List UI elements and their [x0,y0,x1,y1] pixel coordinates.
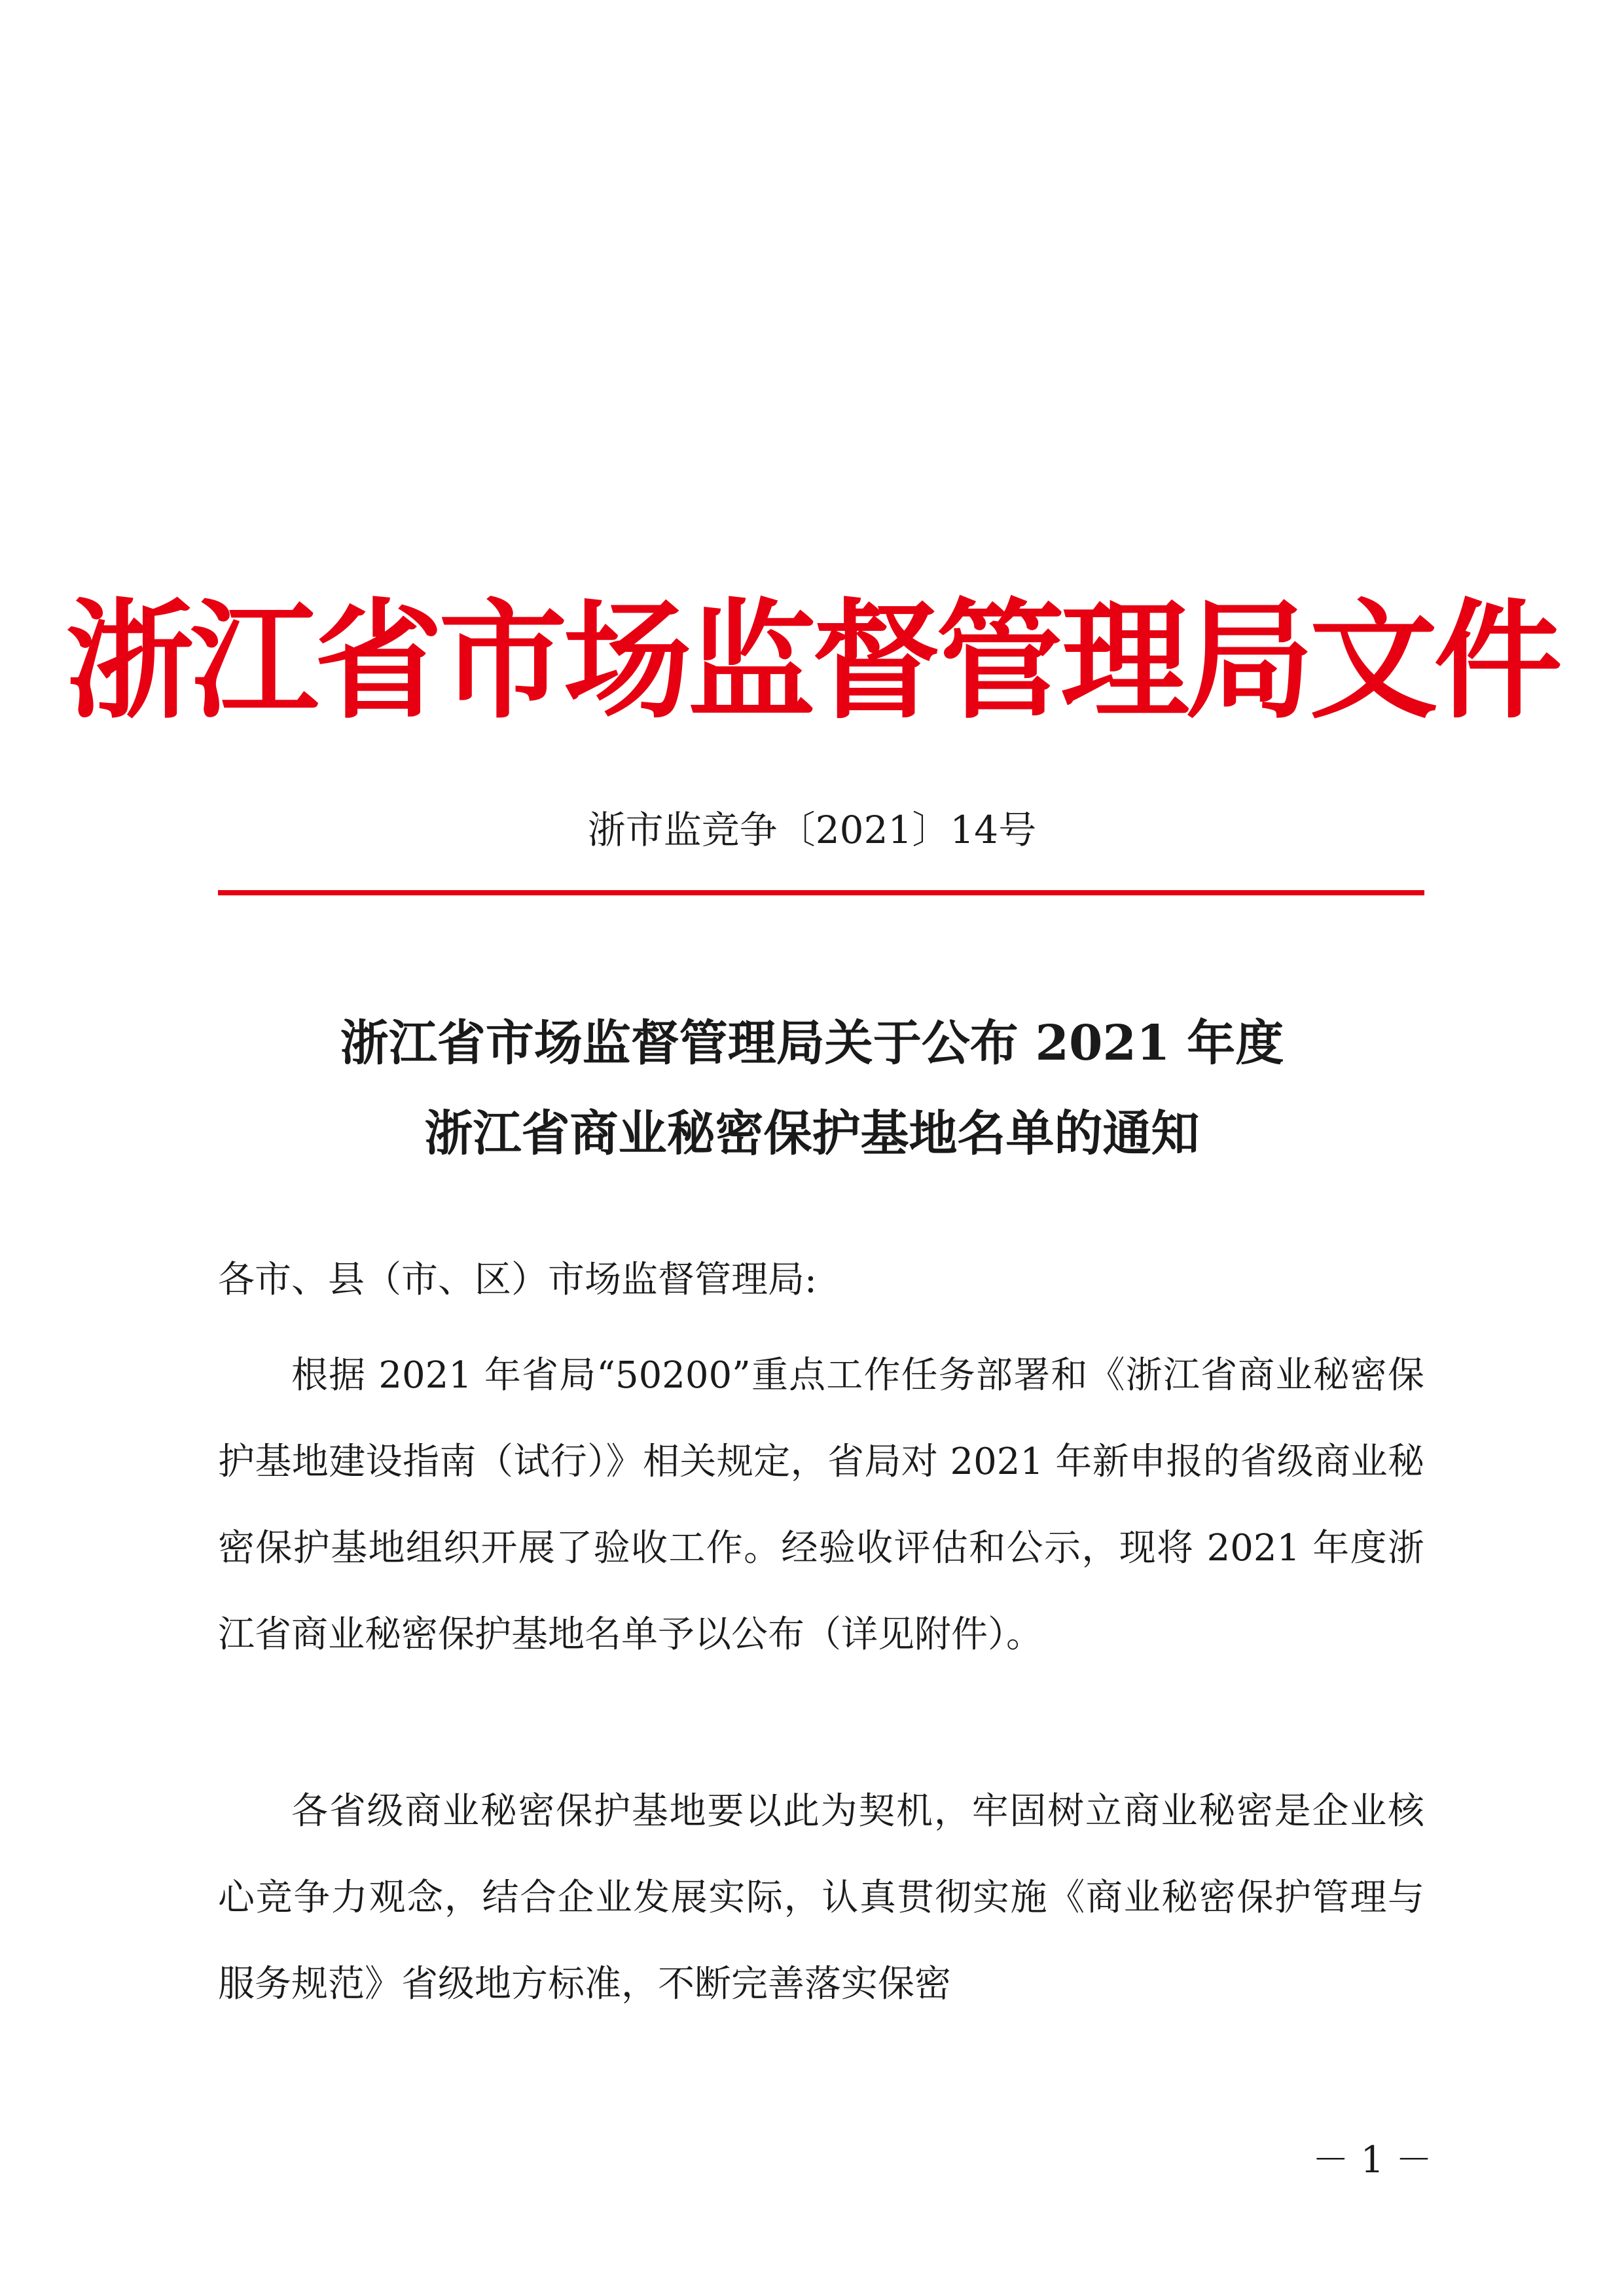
red-separator-line [218,890,1424,895]
notice-title-line-2: 浙江省商业秘密保护基地名单的通知 [424,1105,1200,1162]
masthead-title: 浙江省市场监督管理局文件 [65,586,1559,736]
salutation: 各市、县（市、区）市场监督管理局: [218,1259,817,1301]
document-number: 浙市监竞争〔2021〕14号 [587,808,1037,852]
page-number: － 1 － [1312,2139,1432,2181]
notice-title-line-1: 浙江省市场监督管理局关于公布 2021 年度 [340,1015,1284,1071]
body-paragraph-1: 根据 2021 年省局“50200”重点工作任务部署和《浙江省商业秘密保护基地建设指南（试行）》相关规定，省局对 2021 年新申报的省级商业秘密保护基地组织开展了验收工作。经验收评估和公示，现将 2021 年度浙江省商业秘密保护基地名单予以公布（详见附件）。 [218,1354,1424,1656]
body-paragraph-2: 各省级商业秘密保护基地要以此为契机，牢固树立商业秘密是企业核心竞争力观念，结合企业发展实际，认真贯彻实施《商业秘密保护管理与服务规范》省级地方标准，不断完善落实保密 [218,1790,1424,2005]
